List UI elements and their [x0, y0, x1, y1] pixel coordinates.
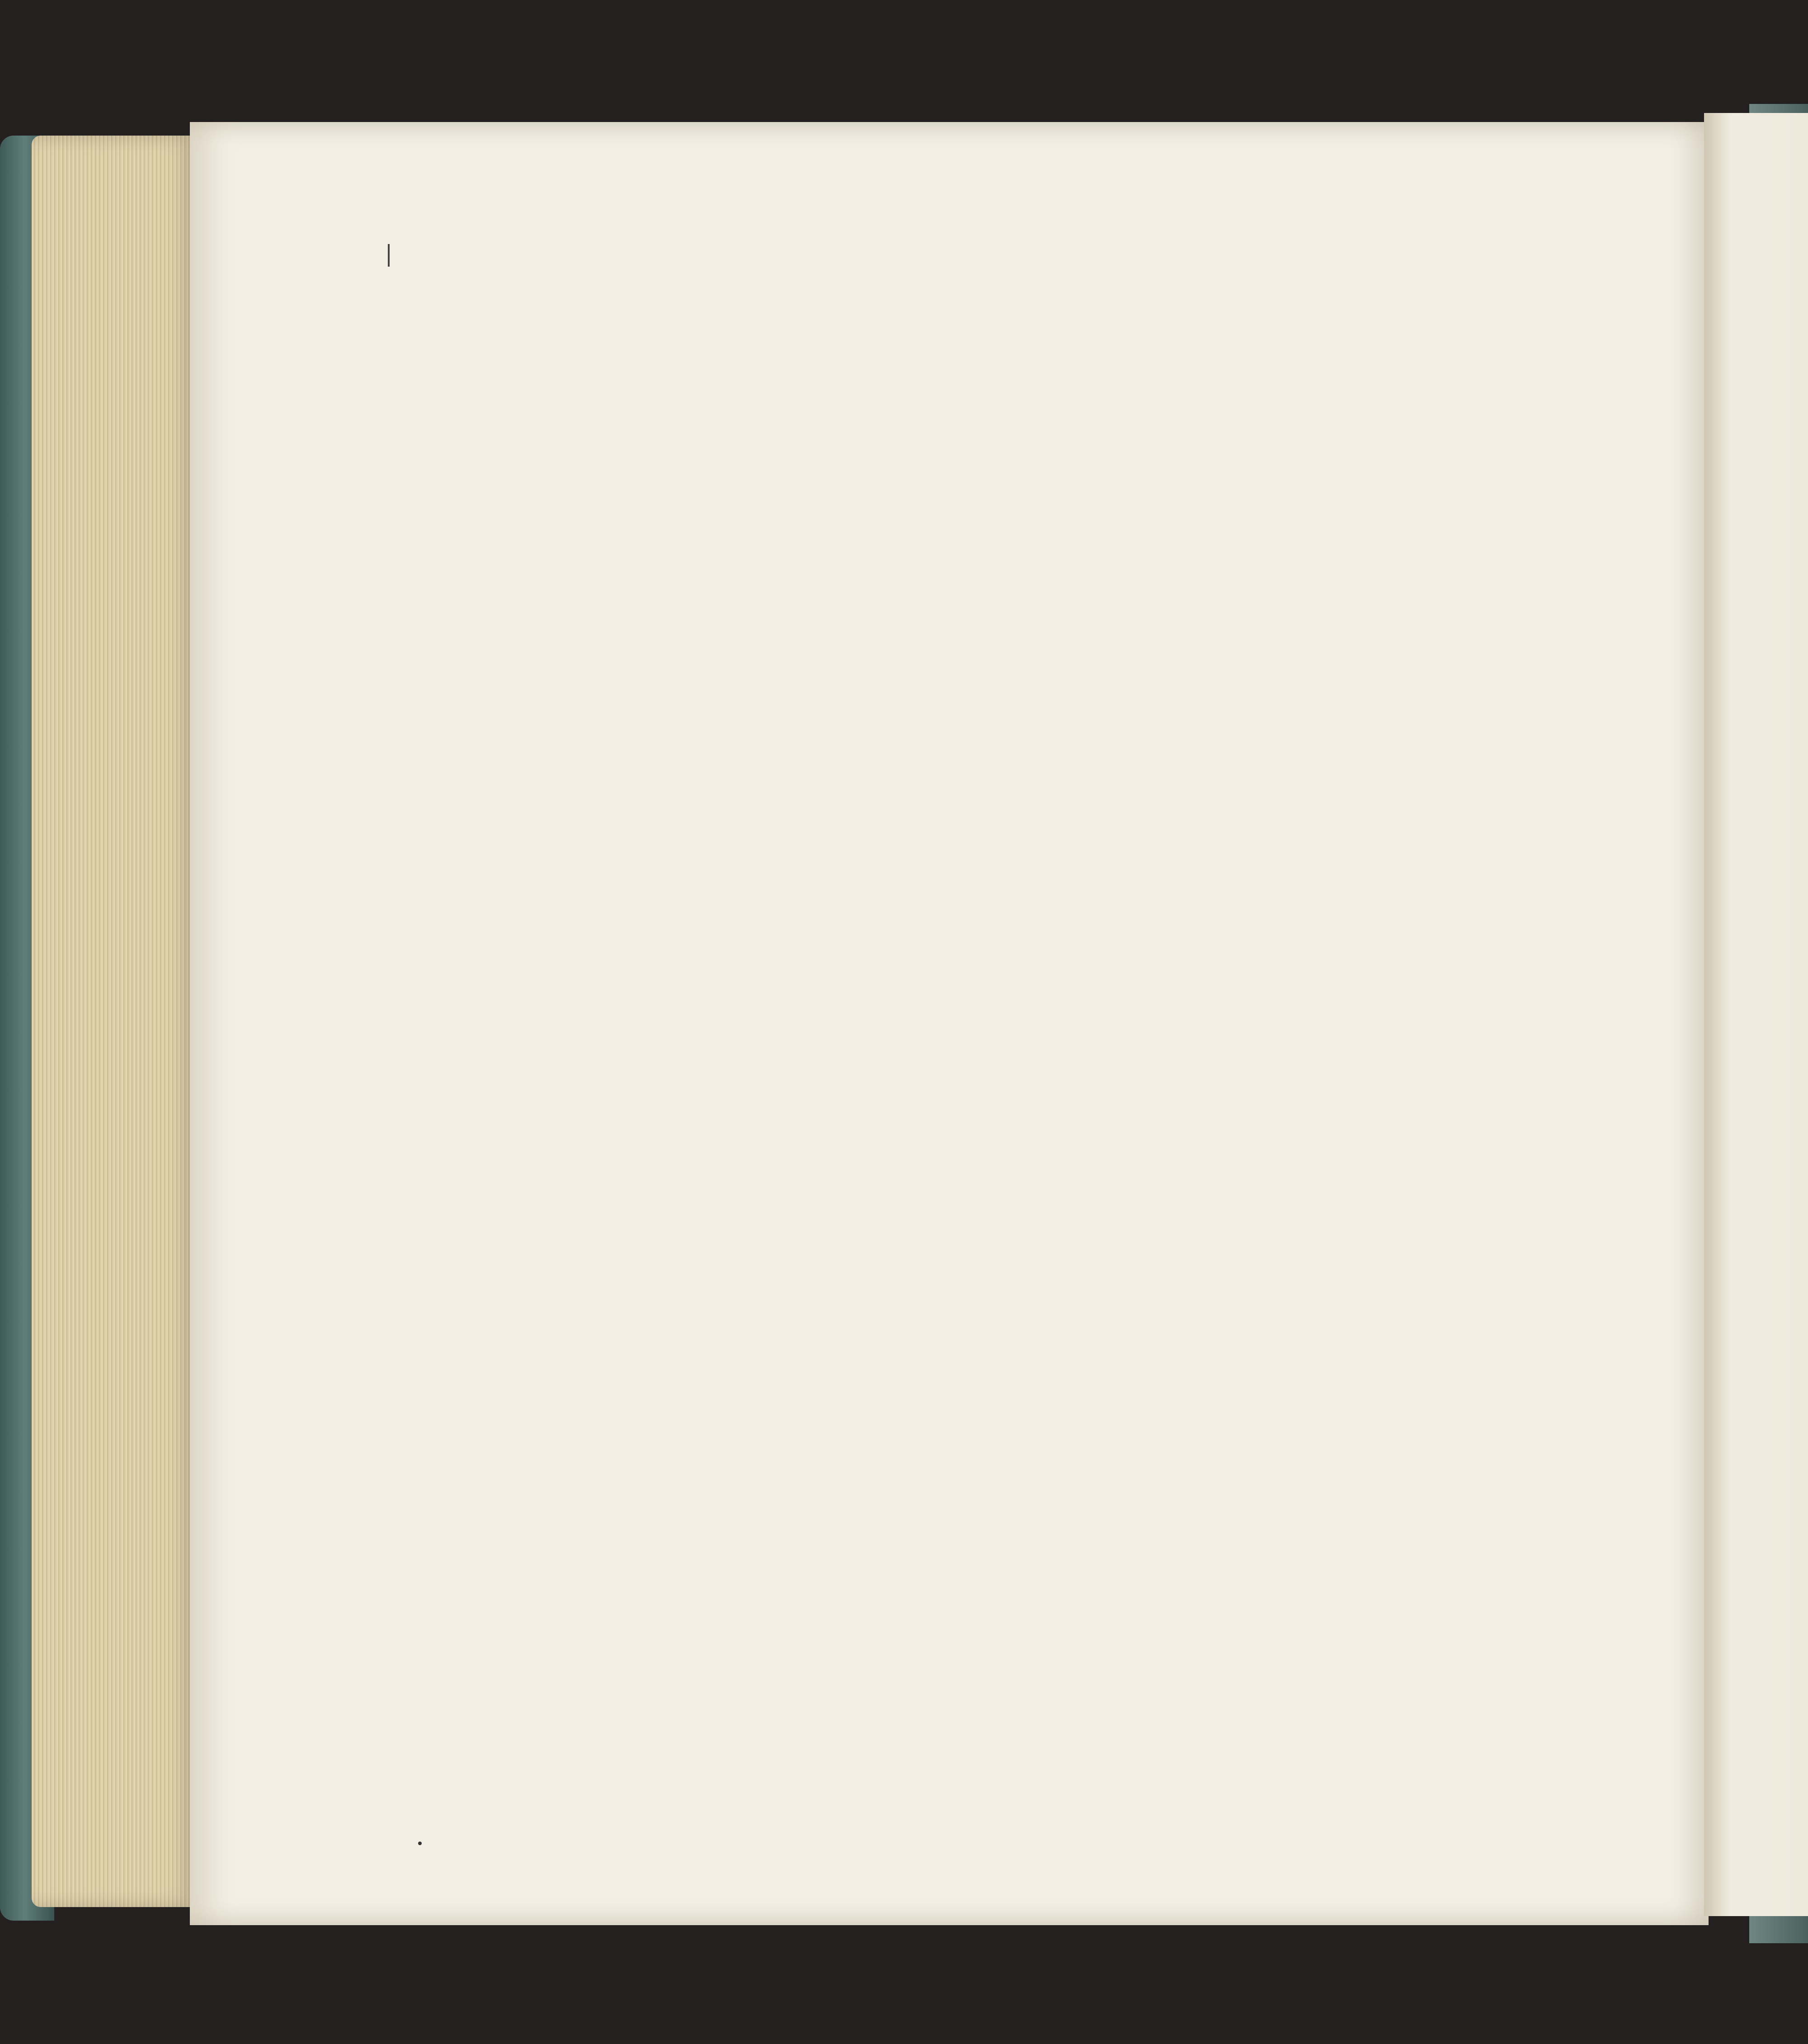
ink-speck [418, 1842, 422, 1845]
book-page [190, 122, 1709, 1925]
page-edges [32, 136, 199, 1907]
next-page-sliver [1704, 113, 1808, 1916]
margin-mark [388, 244, 390, 267]
